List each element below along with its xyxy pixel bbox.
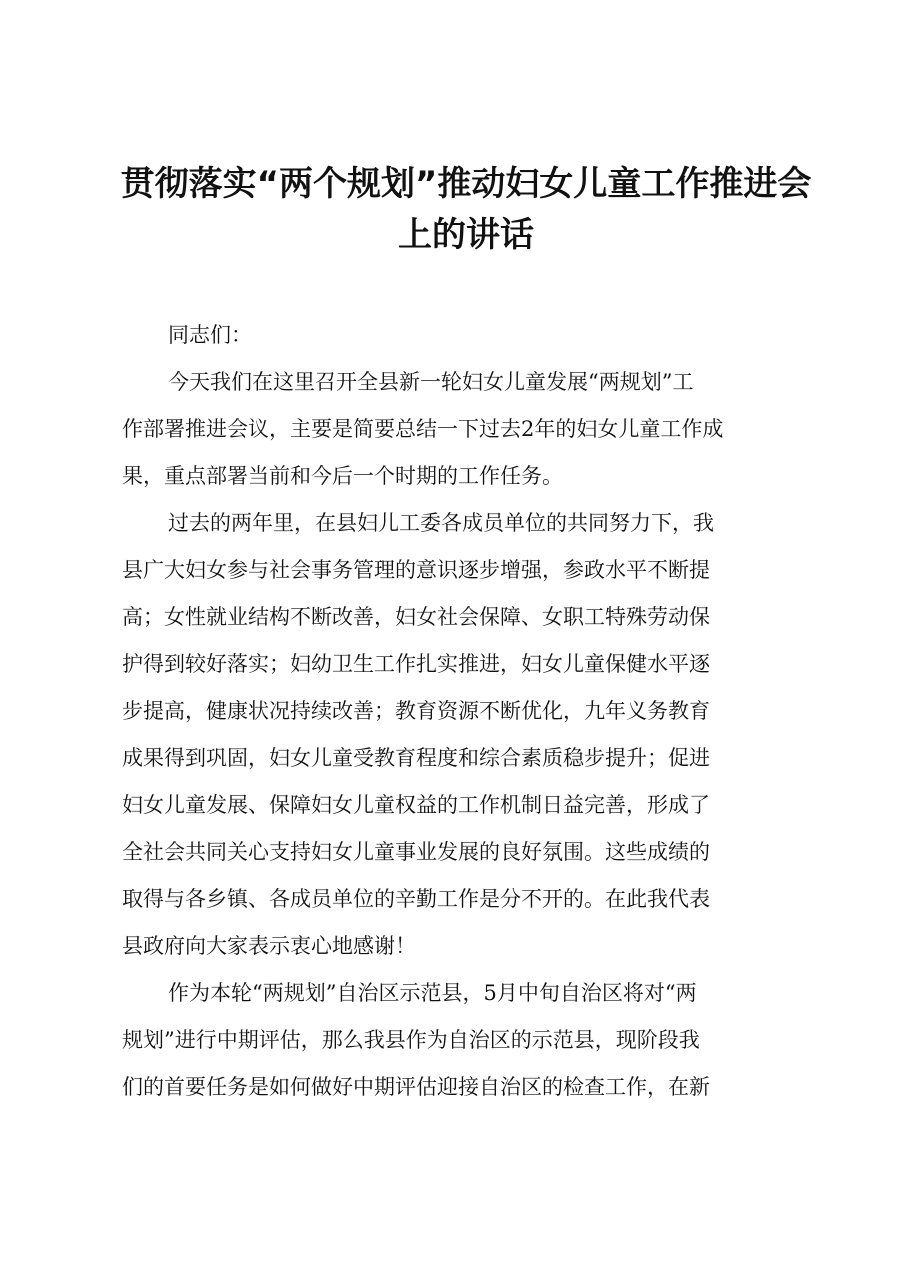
paragraph-1-line: 果，重点部署当前和今后一个时期的工作任务。 <box>122 464 563 488</box>
document-title-line-1: 贯彻落实“两个规划”推动妇女儿童工作推进会 <box>120 164 812 204</box>
paragraph-2-line: 县政府向大家表示衷心地感谢！ <box>122 934 416 958</box>
paragraph-2-line: 妇女儿童发展、保障妇女儿童权益的工作机制日益完善，形成了 <box>122 793 710 817</box>
paragraph-3-line: 规划”进行中期评估，那么我县作为自治区的示范县，现阶段我 <box>122 1028 700 1052</box>
paragraph-1-line: 今天我们在这里召开全县新一轮妇女儿童发展“两规划”工 <box>168 370 694 394</box>
paragraph-3-line: 作为本轮“两规划”自治区示范县，5月中旬自治区将对“两 <box>168 981 697 1005</box>
paragraph-2-line: 取得与各乡镇、各成员单位的辛勤工作是分不开的。在此我代表 <box>122 887 710 911</box>
document-body <box>122 312 822 1111</box>
paragraph-2-line: 护得到较好落实；妇幼卫生工作扎实推进，妇女儿童保健水平逐 <box>122 652 710 676</box>
document-title-line-2: 上的讲话 <box>398 215 534 255</box>
paragraph-2-line: 全社会共同关心支持妇女儿童事业发展的良好氛围。这些成绩的 <box>122 840 710 864</box>
paragraph-1-line: 作部署推进会议，主要是简要总结一下过去2年的妇女儿童工作成 <box>122 417 724 441</box>
paragraph-2-line: 高；女性就业结构不断改善，妇女社会保障、女职工特殊劳动保 <box>122 605 710 629</box>
paragraph-3-line: 们的首要任务是如何做好中期评估迎接自治区的检查工作，在新 <box>122 1075 710 1099</box>
paragraph-2-line: 县广大妇女参与社会事务管理的意识逐步增强，参政水平不断提 <box>122 558 710 582</box>
salutation: 同志们： <box>168 323 252 347</box>
paragraph-2-line: 步提高，健康状况持续改善；教育资源不断优化，九年义务教育 <box>122 699 710 723</box>
paragraph-2-line: 过去的两年里，在县妇儿工委各成员单位的共同努力下，我 <box>168 511 714 535</box>
paragraph-2-line: 成果得到巩固，妇女儿童受教育程度和综合素质稳步提升；促进 <box>122 746 710 770</box>
